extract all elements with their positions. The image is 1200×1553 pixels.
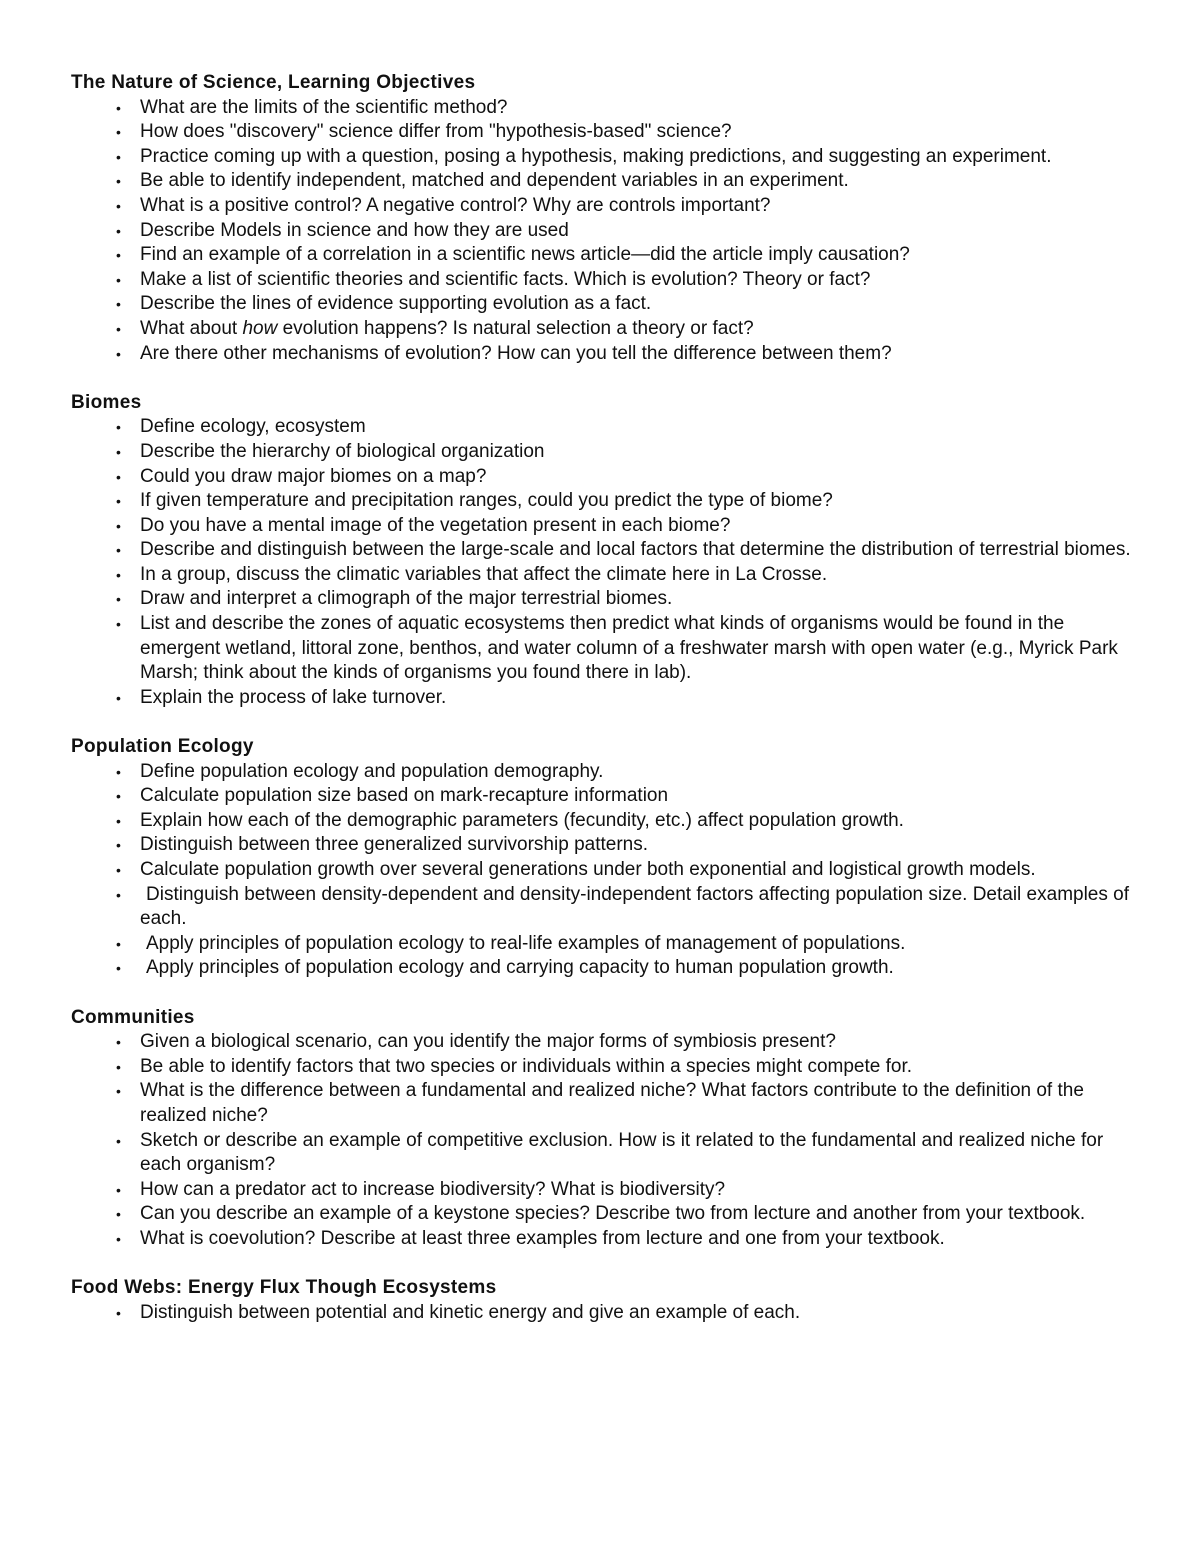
list-item: • Distinguish between density-dependent and density-independent factors affecting population size. Detail examples of each.	[116, 883, 1129, 930]
list-item: • Practice coming up with a question, posing a hypothesis, making predictions, and suggesting an experiment.	[71, 145, 1141, 170]
list-item: • Describe Models in science and how they are used	[71, 219, 1141, 244]
bullet-icon: •	[116, 419, 121, 436]
list-item: • Define population ecology and population demography.	[71, 760, 1141, 785]
list-item: • Are there other mechanisms of evolution? How can you tell the difference between them?	[71, 342, 1141, 367]
bullet-icon: •	[116, 788, 121, 805]
list-item: • Describe the hierarchy of biological organization	[71, 440, 1141, 465]
list-item: • Explain how each of the demographic parameters (fecundity, etc.) affect population growth.	[71, 809, 1141, 834]
bullet-icon: •	[116, 173, 121, 190]
bullet-icon: •	[116, 148, 121, 165]
bullet-icon: •	[116, 616, 121, 633]
objective-list	[71, 760, 1141, 981]
bullet-icon: •	[116, 1132, 121, 1149]
list-item: • Draw and interpret a climograph of the major terrestrial biomes.	[71, 587, 1141, 612]
list-item: • Apply principles of population ecology to real-life examples of management of populations.	[71, 932, 1141, 957]
section-population-ecology	[71, 735, 1141, 981]
bullet-icon: •	[116, 1230, 121, 1247]
emphasis-text: how	[242, 317, 278, 339]
objective-list	[71, 96, 1141, 367]
bullet-icon: •	[116, 1034, 121, 1051]
list-item: • Find an example of a correlation in a scientific news article—did the article imply causation?	[71, 243, 1141, 268]
list-item: • Could you draw major biomes on a map?	[71, 465, 1141, 490]
bullet-icon: •	[116, 542, 121, 559]
bullet-icon: •	[116, 763, 121, 780]
bullet-icon: •	[116, 517, 121, 534]
list-item: • Describe and distinguish between the large-scale and local factors that determine the distribution of terrestrial biomes.	[71, 538, 1141, 563]
section-communities	[71, 1006, 1141, 1252]
objective-list	[71, 1030, 1141, 1251]
bullet-icon: •	[116, 837, 121, 854]
bullet-icon: •	[116, 443, 121, 460]
list-item: • Define ecology, ecosystem	[71, 415, 1141, 440]
list-item: • Distinguish between potential and kinetic energy and give an example of each.	[71, 1301, 1141, 1326]
bullet-icon: •	[116, 468, 121, 485]
bullet-icon: •	[116, 197, 121, 214]
bullet-icon: •	[116, 271, 121, 288]
list-item: • Do you have a mental image of the vegetation present in each biome?	[71, 514, 1141, 539]
list-item: • Calculate population size based on mark-recapture information	[71, 784, 1141, 809]
section-heading: The Nature of Science, Learning Objectives	[71, 72, 476, 93]
list-item: • Given a biological scenario, can you identify the major forms of symbiosis present?	[71, 1030, 1141, 1055]
list-item: • If given temperature and precipitation ranges, could you predict the type of biome?	[71, 489, 1141, 514]
bullet-icon: •	[116, 886, 121, 903]
list-item: • Describe the lines of evidence supporting evolution as a fact.	[71, 292, 1141, 317]
list-item: • Sketch or describe an example of competitive exclusion. How is it related to the fundamental and realized niche for each organism?	[116, 1129, 1104, 1176]
list-item: • What is the difference between a fundamental and realized niche? What factors contribute to the definition of the realized niche?	[116, 1080, 1084, 1126]
bullet-icon: •	[116, 862, 121, 878]
bullet-icon: •	[116, 345, 121, 362]
bullet-icon: •	[116, 320, 121, 337]
section-heading: Biomes	[71, 391, 142, 413]
bullet-icon: •	[116, 493, 121, 510]
list-item: • Apply principles of population ecology and carrying capacity to human population growth.	[71, 956, 1141, 981]
list-item: • How does "discovery" science differ from "hypothesis-based" science?	[71, 120, 1141, 145]
list-item: • List and describe the zones of aquatic ecosystems then predict what kinds of organisms would be found in the emergent wetland, littoral zone, benthos, and water column of a freshwater marsh with open water (e.g., Myrick Park Marsh; think about the kinds of organisms you found there in lab).	[116, 613, 1118, 684]
bullet-icon: •	[116, 124, 121, 141]
section-biomes	[71, 391, 1141, 711]
bullet-icon: •	[116, 99, 121, 116]
bullet-icon: •	[116, 960, 121, 977]
bullet-icon: •	[116, 935, 121, 952]
bullet-icon: •	[116, 1083, 121, 1100]
bullet-icon: •	[116, 296, 121, 313]
bullet-icon: •	[116, 247, 121, 264]
list-item: • Make a list of scientific theories and scientific facts. Which is evolution? Theory or fact?	[71, 268, 1141, 293]
bullet-icon: •	[116, 812, 121, 829]
bullet-icon: •	[116, 689, 121, 706]
bullet-icon: •	[116, 1304, 121, 1321]
list-item: • What is a positive control? A negative control? Why are controls important?	[71, 194, 1141, 219]
section-nature-of-science	[71, 71, 1141, 366]
list-item: • What about how evolution happens? Is natural selection a theory or fact?	[71, 317, 1141, 342]
list-item: • Be able to identify independent, matched and dependent variables in an experiment.	[71, 169, 1141, 194]
list-item: • Can you describe an example of a keystone species? Describe two from lecture and another from your textbook.	[71, 1202, 1141, 1227]
list-item: • Distinguish between three generalized survivorship patterns.	[71, 833, 1141, 858]
list-item: • Be able to identify factors that two species or individuals within a species might compete for.	[71, 1055, 1141, 1080]
bullet-icon: •	[116, 222, 121, 239]
bullet-icon: •	[116, 1058, 121, 1075]
section-heading: Population Ecology	[71, 736, 254, 758]
section-heading: Food Webs: Energy Flux Though Ecosystems	[71, 1277, 497, 1299]
bullet-icon: •	[116, 591, 121, 608]
section-heading: Communities	[71, 1006, 195, 1028]
document-page	[71, 71, 1141, 1325]
list-item: • Calculate population growth over several generations under both exponential and logistical growth models.	[71, 858, 1141, 883]
bullet-icon: •	[116, 566, 121, 583]
section-food-webs	[71, 1276, 1141, 1325]
bullet-icon: •	[116, 1206, 121, 1223]
list-item: • What are the limits of the scientific method?	[71, 96, 1141, 121]
list-item: • How can a predator act to increase biodiversity? What is biodiversity?	[71, 1178, 1141, 1203]
bullet-icon: •	[116, 1181, 121, 1198]
list-item: • What is coevolution? Describe at least three examples from lecture and one from your textbook.	[71, 1227, 1141, 1252]
list-item: • Explain the process of lake turnover.	[71, 686, 1141, 711]
list-item: • In a group, discuss the climatic variables that affect the climate here in La Crosse.	[71, 563, 1141, 588]
objective-list	[71, 1301, 1141, 1326]
objective-list	[71, 415, 1141, 710]
